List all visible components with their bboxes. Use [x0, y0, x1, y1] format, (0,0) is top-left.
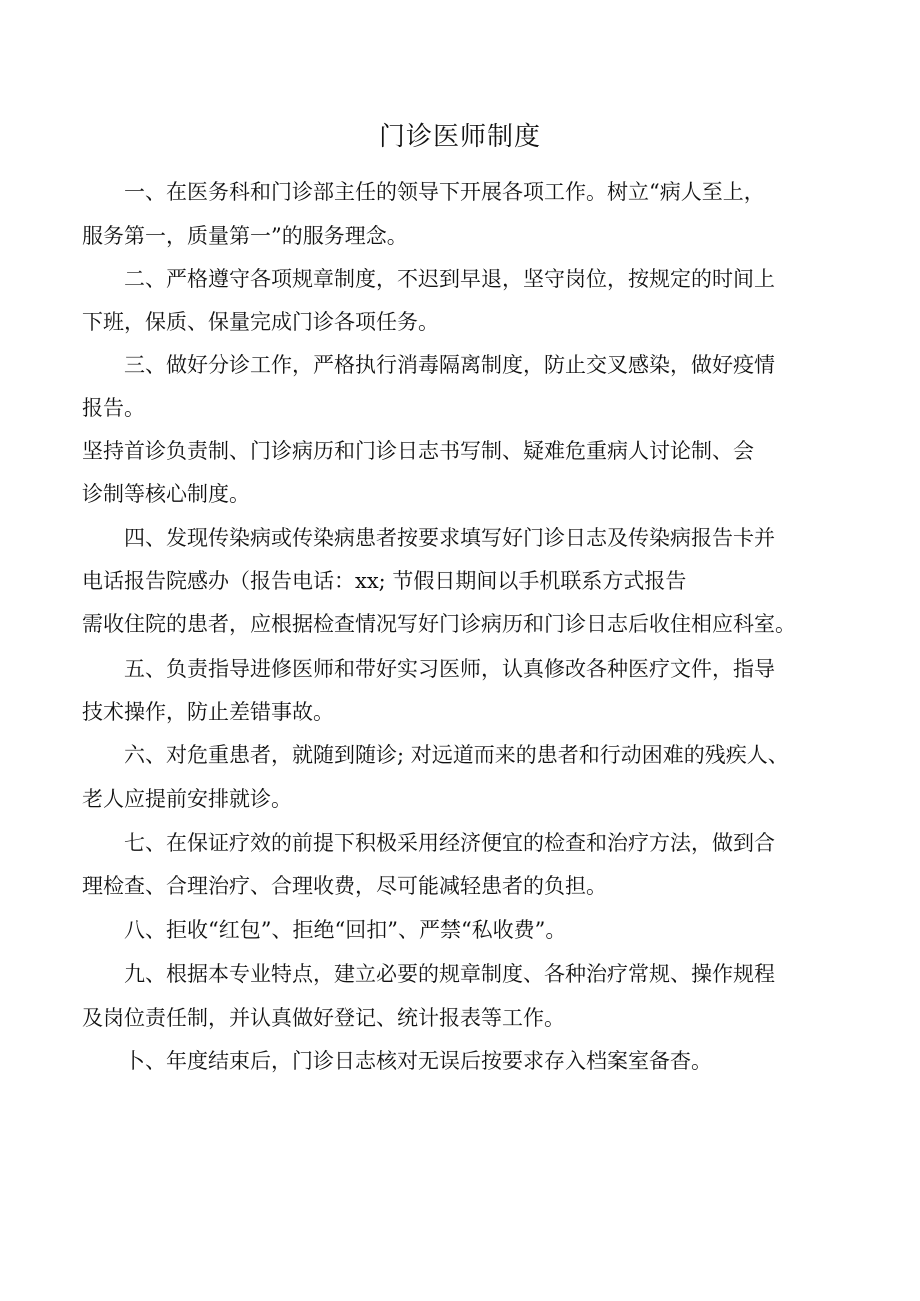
text-line: 二、严格遵守各项规章制度，不迟到早退，坚守岗位，按规定的时间上: [82, 267, 775, 291]
text-line: 报告。: [82, 396, 145, 420]
text-line: 一、在医务科和门诊部主任的领导下开展各项工作。树立“病人至上，: [82, 180, 765, 204]
text-line: 及岗位责任制，并认真做好登记、统计报表等工作。: [82, 1006, 565, 1030]
text-line: 理检查、合理治疗、合理收费，尽可能减轻患者的负担。: [82, 874, 607, 898]
text-line: 需收住院的患者，应根据检查情况写好门诊病历和门诊日志后收住相应科室。: [82, 612, 796, 636]
text-line: 五、负责指导进修医师和带好实习医师，认真修改各种医疗文件，指导: [82, 657, 775, 681]
text-line: 九、根据本专业特点，建立必要的规章制度、各种治疗常规、操作规程: [82, 962, 775, 986]
text-line: 三、做好分诊工作，严格执行消毒隔离制度，防止交叉感染，做好疫情: [82, 353, 775, 377]
text-line: 电话报告院感办（报告电话：xx; 节假日期间以手机联系方式报告: [82, 569, 687, 593]
text-line: 服务第一，质量第一”的服务理念。: [82, 224, 408, 248]
text-line: 七、在保证疗效的前提下积极采用经济便宜的检查和治疗方法，做到合: [82, 831, 775, 855]
text-line: 坚持首诊负责制、门诊病历和门诊日志书写制、疑难危重病人讨论制、会: [82, 439, 754, 463]
text-line: 卜、年度结束后，门诊日志核对无误后按要求存入档案室备杳。: [82, 1049, 712, 1073]
text-line: 诊制等核心制度。: [82, 482, 250, 506]
text-line: 技术操作，防止差错事故。: [82, 700, 334, 724]
text-line: 八、拒收“红包”、拒绝“回扣”、严禁“私收费”。: [82, 918, 567, 942]
text-line: 六、对危重患者，就随到随诊; 对远道而来的患者和行动困难的残疾人、: [82, 743, 789, 767]
text-line: 下班，保质、保量完成门诊各项任务。: [82, 310, 439, 334]
document-title: 门诊医师制度: [378, 122, 541, 152]
text-line: 四、发现传染病或传染病患者按要求填写好门诊日志及传染病报告卡并: [82, 526, 775, 550]
text-line: 老人应提前安排就诊。: [82, 787, 292, 811]
